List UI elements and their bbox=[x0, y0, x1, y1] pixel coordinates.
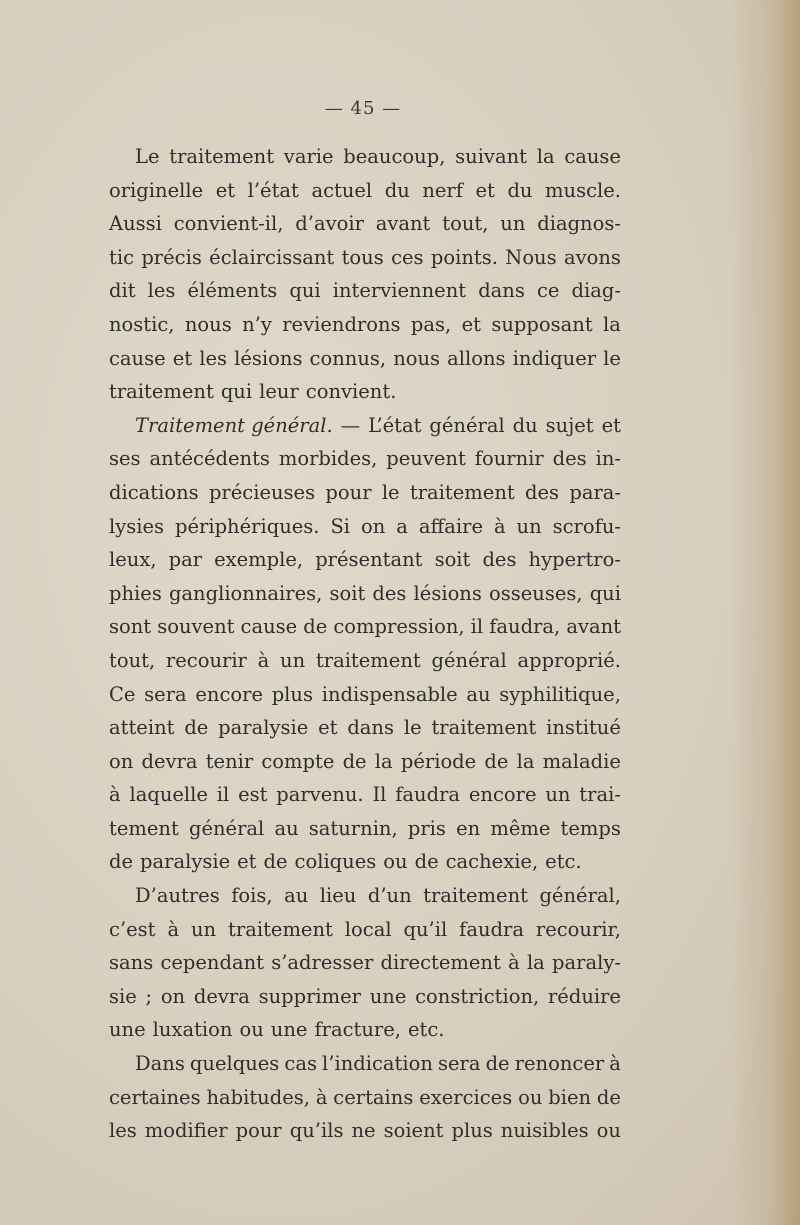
word: muscle. bbox=[545, 178, 621, 202]
word: nous bbox=[393, 346, 441, 370]
word: Aussi bbox=[109, 212, 162, 236]
word: on bbox=[360, 514, 386, 538]
word: n’y bbox=[242, 312, 272, 336]
word: traitement bbox=[423, 884, 528, 908]
word: sont bbox=[109, 615, 152, 639]
word: saturnin, bbox=[308, 816, 398, 840]
word: est bbox=[238, 783, 268, 807]
word: un bbox=[280, 648, 306, 672]
word: d’avoir bbox=[295, 212, 364, 236]
word: de bbox=[485, 1052, 510, 1076]
word: cachexie, bbox=[445, 850, 539, 874]
word: D’autres bbox=[135, 884, 220, 908]
text-line bbox=[109, 342, 621, 376]
word: qui bbox=[589, 581, 621, 605]
word: à bbox=[257, 648, 270, 672]
word: indispensable bbox=[321, 682, 458, 706]
word: la bbox=[526, 951, 545, 975]
word: ou bbox=[518, 1085, 543, 1109]
word: et bbox=[237, 850, 257, 874]
text-line bbox=[109, 711, 621, 745]
word: Ce bbox=[109, 682, 136, 706]
word: des bbox=[482, 548, 517, 572]
word: paralysie bbox=[218, 716, 309, 740]
word: tenir bbox=[205, 749, 254, 773]
word: tout, bbox=[442, 212, 489, 236]
word: faudra, bbox=[489, 615, 561, 639]
word: avant bbox=[566, 615, 621, 639]
word: devra bbox=[141, 749, 198, 773]
word: de bbox=[263, 850, 288, 874]
word: habitudes, bbox=[206, 1085, 310, 1109]
word: compte bbox=[261, 749, 335, 773]
word: Nous bbox=[505, 245, 557, 269]
text-line bbox=[109, 442, 621, 476]
word: sujet bbox=[545, 413, 594, 437]
word: au bbox=[284, 884, 309, 908]
word: des bbox=[552, 447, 587, 471]
word: la bbox=[374, 749, 393, 773]
word: para- bbox=[569, 480, 621, 504]
word: bien bbox=[548, 1085, 592, 1109]
word: exemple, bbox=[214, 548, 304, 572]
word: et bbox=[601, 413, 621, 437]
word: et bbox=[461, 312, 481, 336]
text-line bbox=[109, 1013, 621, 1047]
word: interviennent bbox=[332, 279, 467, 303]
word: osseuses, bbox=[488, 581, 583, 605]
word: les bbox=[147, 279, 176, 303]
word: l’état bbox=[247, 178, 299, 202]
word: laquelle bbox=[129, 783, 208, 807]
word: traitement bbox=[109, 380, 214, 404]
word: ses bbox=[109, 447, 141, 471]
word: syphilitique, bbox=[499, 682, 621, 706]
word: ganglionnaires, bbox=[168, 581, 323, 605]
word: avons bbox=[563, 245, 621, 269]
word: du bbox=[507, 178, 533, 202]
word: connus, bbox=[309, 346, 387, 370]
word: antécédents bbox=[149, 447, 270, 471]
word: général, bbox=[539, 884, 621, 908]
word: ces bbox=[391, 245, 424, 269]
word: diagnos- bbox=[537, 212, 621, 236]
word: et bbox=[215, 178, 236, 202]
word: et bbox=[318, 716, 338, 740]
word: lésions bbox=[413, 581, 482, 605]
word: traitement bbox=[431, 716, 537, 740]
word: précis bbox=[141, 245, 202, 269]
word: dans bbox=[478, 279, 525, 303]
word: morbides, bbox=[278, 447, 378, 471]
word: une bbox=[369, 984, 407, 1008]
word: scrofu- bbox=[552, 514, 621, 538]
word: paralysie bbox=[140, 850, 231, 874]
text-line bbox=[109, 610, 621, 644]
text-line bbox=[109, 745, 621, 779]
text-line bbox=[109, 577, 621, 611]
word: un bbox=[516, 514, 542, 538]
word: maladie bbox=[542, 749, 621, 773]
text-line bbox=[109, 678, 621, 712]
word: et bbox=[475, 178, 495, 202]
word: du bbox=[384, 178, 410, 202]
word: hypertro- bbox=[528, 548, 621, 572]
text-line bbox=[109, 409, 621, 443]
word: compression, bbox=[333, 615, 465, 639]
word: encore bbox=[195, 682, 263, 706]
word: suivant bbox=[455, 145, 527, 168]
word: allons bbox=[447, 346, 506, 370]
word: a bbox=[396, 514, 408, 538]
word: c’est bbox=[109, 917, 156, 941]
word: leur bbox=[259, 380, 299, 404]
text-line bbox=[109, 845, 621, 879]
word: un bbox=[545, 783, 571, 807]
word: les bbox=[199, 346, 228, 370]
word: constriction, bbox=[415, 984, 540, 1008]
word: trai- bbox=[579, 783, 621, 807]
word: phies bbox=[109, 581, 162, 605]
text-line bbox=[109, 274, 621, 308]
word: originelle bbox=[109, 178, 204, 202]
word: ne bbox=[351, 1119, 376, 1143]
word: d’un bbox=[367, 884, 412, 908]
word: à bbox=[315, 1085, 328, 1109]
text-line bbox=[109, 510, 621, 544]
word: périphériques. bbox=[174, 514, 320, 538]
word: même bbox=[490, 816, 551, 840]
word: devra bbox=[193, 984, 250, 1008]
text-line bbox=[109, 174, 621, 208]
text-line bbox=[109, 1081, 621, 1115]
word: la bbox=[536, 145, 555, 168]
word: lieu bbox=[319, 884, 357, 908]
word: fracture, bbox=[314, 1018, 401, 1042]
text-line bbox=[109, 913, 621, 947]
word: qui bbox=[220, 380, 253, 404]
word: de bbox=[109, 850, 134, 874]
word: institué bbox=[546, 716, 621, 740]
word: de bbox=[342, 749, 367, 773]
word: il bbox=[216, 783, 230, 807]
word: renoncer bbox=[514, 1052, 605, 1076]
word: de bbox=[414, 850, 439, 874]
word: encore bbox=[468, 783, 537, 807]
word: Dans bbox=[135, 1052, 185, 1076]
text-line bbox=[109, 644, 621, 678]
text-line bbox=[109, 476, 621, 510]
word: Le bbox=[135, 145, 160, 168]
word: ; bbox=[145, 984, 153, 1008]
word: quelques bbox=[189, 1052, 280, 1076]
word: luxation bbox=[152, 1018, 233, 1042]
word: on bbox=[109, 749, 134, 773]
word: in- bbox=[595, 447, 621, 471]
word: ou bbox=[596, 1119, 621, 1143]
word: le bbox=[603, 346, 621, 370]
word: convient-il, bbox=[173, 212, 284, 236]
word: réduire bbox=[547, 984, 621, 1008]
word: à bbox=[493, 514, 506, 538]
word: indiquer bbox=[512, 346, 597, 370]
word: atteint bbox=[109, 716, 175, 740]
word: recourir, bbox=[535, 917, 621, 941]
word: général bbox=[429, 413, 505, 437]
word: il bbox=[470, 615, 484, 639]
word: directement bbox=[380, 951, 501, 975]
word: lésions bbox=[234, 346, 303, 370]
word: nous bbox=[184, 312, 232, 336]
word: à bbox=[109, 783, 121, 807]
word: et bbox=[172, 346, 193, 370]
word: beaucoup, bbox=[343, 145, 446, 168]
word: s’adresser bbox=[271, 951, 374, 975]
word: tout, bbox=[109, 648, 156, 672]
word: traitement bbox=[228, 917, 333, 941]
word: de bbox=[484, 749, 509, 773]
word: sera bbox=[438, 1052, 481, 1076]
word: la bbox=[603, 312, 621, 336]
word: tement bbox=[109, 816, 179, 840]
word: approprié. bbox=[517, 648, 621, 672]
word: qui bbox=[289, 279, 321, 303]
word: convient. bbox=[305, 380, 397, 404]
word: général bbox=[431, 648, 507, 672]
word: présentant bbox=[315, 548, 423, 572]
word: en bbox=[456, 816, 481, 840]
word: ou bbox=[239, 1018, 264, 1042]
word: traitement bbox=[315, 648, 421, 672]
word: au bbox=[274, 816, 299, 840]
word: traitement bbox=[409, 480, 515, 504]
word: souvent bbox=[157, 615, 235, 639]
word: modifier bbox=[144, 1119, 228, 1143]
text-line bbox=[109, 140, 621, 174]
word: le bbox=[381, 480, 400, 504]
word: pour bbox=[325, 480, 372, 504]
word: actuel bbox=[311, 178, 373, 202]
word: cas bbox=[284, 1052, 317, 1076]
word: plus bbox=[271, 682, 313, 706]
word: à bbox=[609, 1052, 621, 1076]
word: une bbox=[270, 1018, 308, 1042]
word: etc. bbox=[545, 850, 582, 874]
word: qu’il bbox=[403, 917, 448, 941]
word: parvenu. bbox=[276, 783, 364, 807]
word: coliques bbox=[294, 850, 377, 874]
word: certaines bbox=[109, 1085, 201, 1109]
word: ou bbox=[383, 850, 408, 874]
word: varie bbox=[283, 145, 334, 168]
word: soit bbox=[434, 548, 471, 572]
text-line bbox=[109, 375, 621, 409]
word: des bbox=[372, 581, 407, 605]
word: période bbox=[400, 749, 477, 773]
word: avant bbox=[375, 212, 431, 236]
text-line bbox=[109, 946, 621, 980]
word: traitement bbox=[169, 145, 275, 168]
word: faudra bbox=[395, 783, 461, 807]
word: au bbox=[466, 682, 491, 706]
text-line bbox=[109, 543, 621, 577]
word: nuisibles bbox=[500, 1119, 589, 1143]
word: Si bbox=[330, 514, 351, 538]
word: etc. bbox=[408, 1018, 445, 1042]
word: une bbox=[109, 1018, 146, 1042]
word: à bbox=[167, 917, 180, 941]
word: reviendrons bbox=[282, 312, 401, 336]
word: un bbox=[191, 917, 217, 941]
body-text bbox=[109, 140, 621, 1148]
word: à bbox=[508, 951, 520, 975]
text-line bbox=[109, 1114, 621, 1148]
word: la bbox=[516, 749, 535, 773]
word: l’indication bbox=[322, 1052, 433, 1076]
word: exercices bbox=[419, 1085, 513, 1109]
word: supposant bbox=[491, 312, 593, 336]
text-line bbox=[109, 812, 621, 846]
word: recourir bbox=[165, 648, 247, 672]
word: L’état bbox=[368, 413, 422, 437]
text-line bbox=[109, 241, 621, 275]
word: plus bbox=[451, 1119, 493, 1143]
word: ce bbox=[536, 279, 560, 303]
word: des bbox=[525, 480, 560, 504]
word: Il bbox=[372, 783, 387, 807]
word: général bbox=[188, 816, 265, 840]
word: — bbox=[340, 413, 361, 437]
word: paraly- bbox=[552, 951, 621, 975]
word: cause bbox=[109, 346, 166, 370]
word: certains bbox=[333, 1085, 414, 1109]
word: lysies bbox=[109, 514, 165, 538]
word: affaire bbox=[418, 514, 484, 538]
word: qu’ils bbox=[289, 1119, 344, 1143]
word: de bbox=[184, 716, 209, 740]
word: du bbox=[512, 413, 538, 437]
word: pas, bbox=[410, 312, 452, 336]
word: cause bbox=[240, 615, 298, 639]
text-line bbox=[109, 308, 621, 342]
word: pris bbox=[407, 816, 446, 840]
word: cause bbox=[564, 145, 621, 168]
word: un bbox=[500, 212, 526, 236]
word: faudra bbox=[459, 917, 524, 941]
word: supprimer bbox=[258, 984, 362, 1008]
page-number: — 45 — bbox=[324, 98, 402, 119]
word: pour bbox=[235, 1119, 282, 1143]
word: temps bbox=[560, 816, 621, 840]
word: diag- bbox=[571, 279, 621, 303]
word: de bbox=[303, 615, 328, 639]
word: sie bbox=[109, 984, 137, 1008]
word: précieuses bbox=[208, 480, 316, 504]
word: dit bbox=[109, 279, 136, 303]
word: par bbox=[168, 548, 203, 572]
word: éclaircissant bbox=[209, 245, 335, 269]
word: le bbox=[403, 716, 422, 740]
word: fois, bbox=[231, 884, 273, 908]
word: on bbox=[160, 984, 186, 1008]
text-line bbox=[109, 778, 621, 812]
word: tous bbox=[341, 245, 384, 269]
word: les bbox=[109, 1119, 137, 1143]
word: dications bbox=[109, 480, 199, 504]
text-line bbox=[109, 980, 621, 1014]
word: tic bbox=[109, 245, 134, 269]
word: cependant bbox=[160, 951, 264, 975]
text-line bbox=[109, 207, 621, 241]
word: fournir bbox=[474, 447, 544, 471]
section-heading: Traitement général. bbox=[135, 413, 333, 437]
word: de bbox=[596, 1085, 621, 1109]
word: soient bbox=[383, 1119, 444, 1143]
word: local bbox=[344, 917, 392, 941]
word: sans bbox=[109, 951, 154, 975]
word: dans bbox=[347, 716, 394, 740]
word: nostic, bbox=[109, 312, 175, 336]
page-edge-shading bbox=[730, 0, 800, 1225]
word: peuvent bbox=[386, 447, 466, 471]
word: sera bbox=[144, 682, 187, 706]
word: points. bbox=[430, 245, 498, 269]
text-line bbox=[109, 879, 621, 913]
text-line bbox=[109, 1047, 621, 1081]
word: éléments bbox=[187, 279, 278, 303]
word: soit bbox=[329, 581, 366, 605]
word: leux, bbox=[109, 548, 157, 572]
word: nerf bbox=[422, 178, 463, 202]
